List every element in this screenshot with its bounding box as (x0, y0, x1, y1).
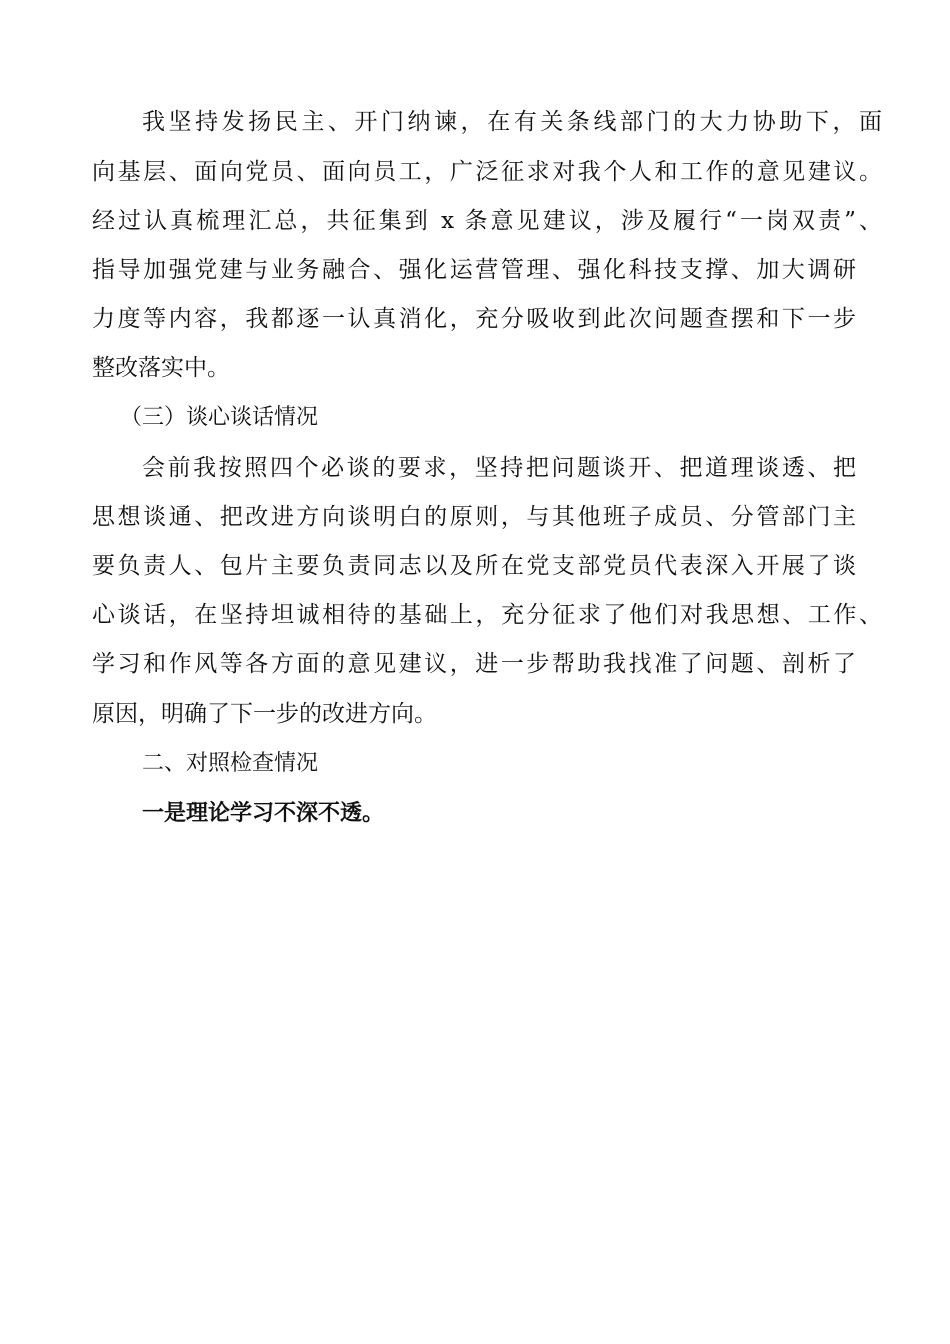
item-1-heading: 一是理论学习不深不透。 (142, 801, 385, 826)
paragraph-1-line-6: 整改落实中。 (92, 355, 230, 381)
section-2-heading: 二、对照检查情况 (142, 751, 319, 776)
paragraph-1-line-4: 指导加强党建与业务融合、强化运营管理、强化科技支撑、加大调研 (92, 257, 856, 283)
paragraph-2-line-4: 心谈话，在坚持坦诚相待的基础上，充分征求了他们对我思想、工作、 (92, 602, 882, 628)
paragraph-1-line-1: 我坚持发扬民主、开门纳谏，在有关条线部门的大力协助下，面 (142, 109, 882, 135)
paragraph-2-line-3: 要负责人、包片主要负责同志以及所在党支部党员代表深入开展了谈 (92, 553, 856, 579)
paragraph-1-line-5: 力度等内容，我都逐一认真消化，充分吸收到此次问题查摆和下一步 (92, 306, 856, 332)
paragraph-2-line-2: 思想谈通、把改进方向谈明白的原则，与其他班子成员、分管部门主 (92, 504, 856, 530)
paragraph-1-line-2: 向基层、面向党员、面向员工，广泛征求对我个人和工作的意见建议。 (92, 159, 882, 185)
paragraph-2-line-1: 会前我按照四个必谈的要求，坚持把问题谈开、把道理谈透、把 (142, 455, 856, 481)
paragraph-2-line-6: 原因，明确了下一步的改进方向。 (92, 701, 437, 727)
paragraph-1-line-3: 经过认真梳理汇总，共征集到 x 条意见建议，涉及履行“一岗双责”、 (92, 208, 882, 234)
section-3-heading: （三）谈心谈话情况 (120, 405, 319, 430)
paragraph-2-line-5: 学习和作风等各方面的意见建议，进一步帮助我找准了问题、剖析了 (92, 651, 856, 677)
